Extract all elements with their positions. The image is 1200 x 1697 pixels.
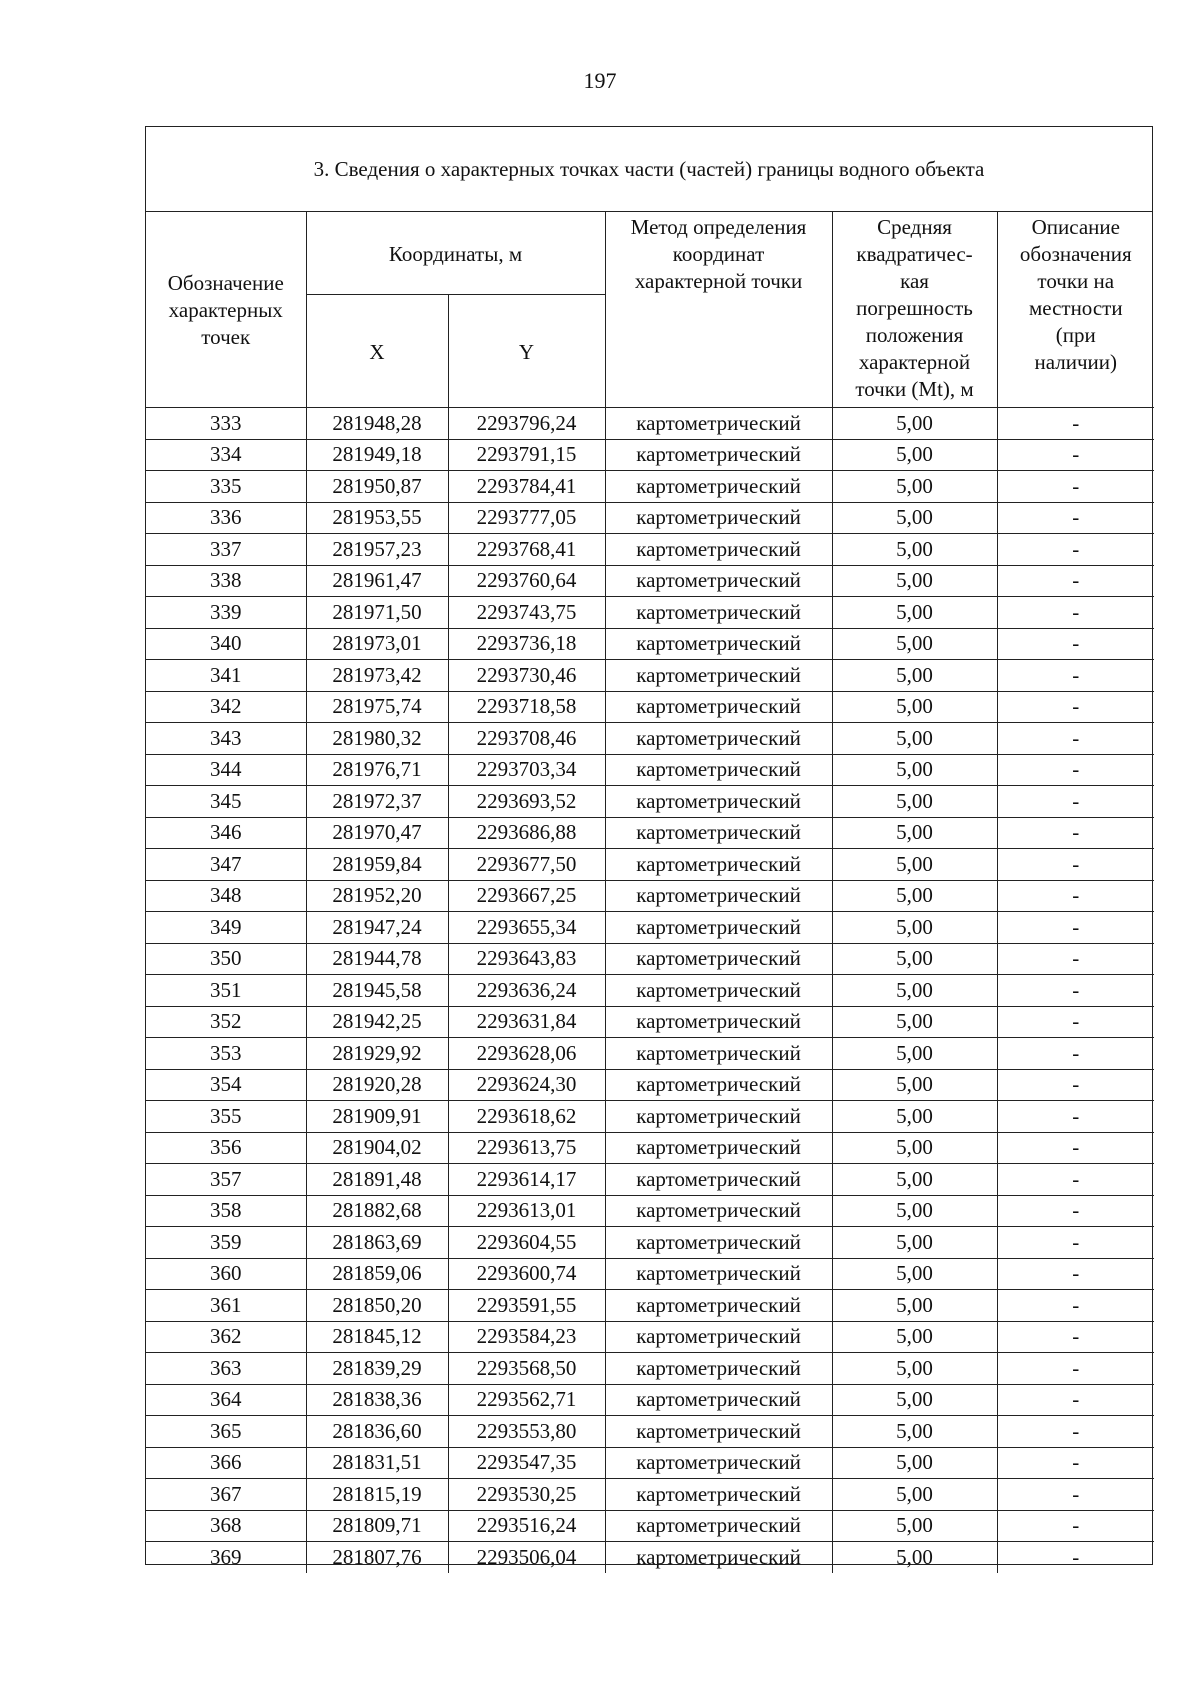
table-row (146, 597, 1154, 629)
points-section (145, 126, 1153, 1569)
y-coordinate-cell: 2293516,24 (448, 1510, 605, 1542)
table-row (146, 1132, 1154, 1164)
description-cell: - (997, 660, 1154, 692)
table-row (146, 1416, 1154, 1448)
y-coordinate-cell: 2293708,46 (448, 723, 605, 755)
table-row (146, 1479, 1154, 1511)
x-coordinate-cell: 281976,71 (306, 754, 448, 786)
description-cell: - (997, 975, 1154, 1007)
description-cell: - (997, 1069, 1154, 1101)
error-cell: 5,00 (832, 1132, 997, 1164)
x-coordinate-cell: 281949,18 (306, 439, 448, 471)
method-cell: картометрический (605, 1353, 832, 1385)
table-row (146, 1353, 1154, 1385)
table-row (146, 565, 1154, 597)
table-row (146, 1258, 1154, 1290)
x-coordinate-cell: 281809,71 (306, 1510, 448, 1542)
method-cell: картометрический (605, 1321, 832, 1353)
y-coordinate-cell: 2293624,30 (448, 1069, 605, 1101)
x-coordinate-cell: 281948,28 (306, 408, 448, 440)
method-cell: картометрический (605, 1416, 832, 1448)
y-coordinate-cell: 2293693,52 (448, 786, 605, 818)
method-cell: картометрический (605, 1258, 832, 1290)
y-coordinate-cell: 2293631,84 (448, 1006, 605, 1038)
method-cell: картометрический (605, 1479, 832, 1511)
error-cell: 5,00 (832, 723, 997, 755)
x-coordinate-cell: 281863,69 (306, 1227, 448, 1259)
method-cell: картометрический (605, 1290, 832, 1322)
table-row (146, 408, 1154, 440)
error-cell: 5,00 (832, 502, 997, 534)
point-id-cell: 366 (146, 1447, 306, 1479)
x-coordinate-cell: 281971,50 (306, 597, 448, 629)
table-row (146, 534, 1154, 566)
x-coordinate-cell: 281950,87 (306, 471, 448, 503)
description-cell: - (997, 943, 1154, 975)
y-coordinate-cell: 2293553,80 (448, 1416, 605, 1448)
error-cell: 5,00 (832, 1069, 997, 1101)
x-coordinate-cell: 281838,36 (306, 1384, 448, 1416)
error-cell: 5,00 (832, 1101, 997, 1133)
table-row (146, 1164, 1154, 1196)
x-coordinate-cell: 281973,01 (306, 628, 448, 660)
point-id-cell: 335 (146, 471, 306, 503)
y-coordinate-cell: 2293506,04 (448, 1542, 605, 1573)
error-cell: 5,00 (832, 439, 997, 471)
point-id-cell: 369 (146, 1542, 306, 1573)
table-row (146, 723, 1154, 755)
description-cell: - (997, 1132, 1154, 1164)
x-coordinate-cell: 281972,37 (306, 786, 448, 818)
description-cell: - (997, 408, 1154, 440)
error-cell: 5,00 (832, 1227, 997, 1259)
y-coordinate-cell: 2293718,58 (448, 691, 605, 723)
error-cell: 5,00 (832, 660, 997, 692)
section-title: 3. Сведения о характерных точках части (частей) границы водного объекта (146, 127, 1152, 212)
method-cell: картометрический (605, 565, 832, 597)
method-cell: картометрический (605, 597, 832, 629)
x-coordinate-cell: 281957,23 (306, 534, 448, 566)
y-coordinate-cell: 2293568,50 (448, 1353, 605, 1385)
method-cell: картометрический (605, 1038, 832, 1070)
point-id-cell: 336 (146, 502, 306, 534)
error-cell: 5,00 (832, 408, 997, 440)
error-cell: 5,00 (832, 849, 997, 881)
table-row (146, 1290, 1154, 1322)
y-coordinate-cell: 2293636,24 (448, 975, 605, 1007)
description-cell: - (997, 1227, 1154, 1259)
error-cell: 5,00 (832, 534, 997, 566)
error-cell: 5,00 (832, 975, 997, 1007)
error-cell: 5,00 (832, 943, 997, 975)
description-cell: - (997, 628, 1154, 660)
point-id-cell: 339 (146, 597, 306, 629)
method-cell: картометрический (605, 628, 832, 660)
point-id-cell: 342 (146, 691, 306, 723)
point-id-cell: 340 (146, 628, 306, 660)
table-row (146, 1006, 1154, 1038)
table-row (146, 471, 1154, 503)
point-id-cell: 334 (146, 439, 306, 471)
table-row (146, 912, 1154, 944)
error-cell: 5,00 (832, 817, 997, 849)
method-cell: картометрический (605, 1132, 832, 1164)
point-id-cell: 355 (146, 1101, 306, 1133)
description-cell: - (997, 1542, 1154, 1573)
table-row (146, 849, 1154, 881)
method-cell: картометрический (605, 471, 832, 503)
description-cell: - (997, 597, 1154, 629)
point-id-cell: 362 (146, 1321, 306, 1353)
error-cell: 5,00 (832, 565, 997, 597)
method-cell: картометрический (605, 754, 832, 786)
point-id-cell: 358 (146, 1195, 306, 1227)
error-cell: 5,00 (832, 628, 997, 660)
y-coordinate-cell: 2293591,55 (448, 1290, 605, 1322)
point-id-cell: 357 (146, 1164, 306, 1196)
point-id-cell: 368 (146, 1510, 306, 1542)
point-id-cell: 361 (146, 1290, 306, 1322)
x-coordinate-cell: 281909,91 (306, 1101, 448, 1133)
method-cell: картометрический (605, 1227, 832, 1259)
point-id-cell: 347 (146, 849, 306, 881)
point-id-cell: 348 (146, 880, 306, 912)
point-id-cell: 354 (146, 1069, 306, 1101)
method-cell: картометрический (605, 691, 832, 723)
method-cell: картометрический (605, 1069, 832, 1101)
y-coordinate-cell: 2293600,74 (448, 1258, 605, 1290)
x-coordinate-cell: 281859,06 (306, 1258, 448, 1290)
x-coordinate-cell: 281947,24 (306, 912, 448, 944)
point-id-cell: 350 (146, 943, 306, 975)
table-row (146, 1384, 1154, 1416)
x-coordinate-cell: 281980,32 (306, 723, 448, 755)
error-cell: 5,00 (832, 1164, 997, 1196)
method-cell: картометрический (605, 912, 832, 944)
point-id-cell: 363 (146, 1353, 306, 1385)
error-cell: 5,00 (832, 912, 997, 944)
table-row (146, 1510, 1154, 1542)
y-coordinate-cell: 2293777,05 (448, 502, 605, 534)
error-cell: 5,00 (832, 1447, 997, 1479)
y-coordinate-cell: 2293614,17 (448, 1164, 605, 1196)
description-cell: - (997, 1510, 1154, 1542)
header-coordinates: Координаты, м (306, 212, 605, 295)
method-cell: картометрический (605, 1006, 832, 1038)
table-row (146, 880, 1154, 912)
method-cell: картометрический (605, 660, 832, 692)
y-coordinate-cell: 2293730,46 (448, 660, 605, 692)
x-coordinate-cell: 281944,78 (306, 943, 448, 975)
description-cell: - (997, 723, 1154, 755)
description-cell: - (997, 880, 1154, 912)
point-id-cell: 364 (146, 1384, 306, 1416)
error-cell: 5,00 (832, 1006, 997, 1038)
description-cell: - (997, 1321, 1154, 1353)
description-cell: - (997, 1101, 1154, 1133)
table-row (146, 1227, 1154, 1259)
y-coordinate-cell: 2293547,35 (448, 1447, 605, 1479)
description-cell: - (997, 1258, 1154, 1290)
description-cell: - (997, 1416, 1154, 1448)
y-coordinate-cell: 2293618,62 (448, 1101, 605, 1133)
x-coordinate-cell: 281807,76 (306, 1542, 448, 1573)
header-y: Y (448, 295, 605, 408)
method-cell: картометрический (605, 817, 832, 849)
x-coordinate-cell: 281975,74 (306, 691, 448, 723)
y-coordinate-cell: 2293760,64 (448, 565, 605, 597)
description-cell: - (997, 1006, 1154, 1038)
description-cell: - (997, 502, 1154, 534)
method-cell: картометрический (605, 943, 832, 975)
x-coordinate-cell: 281845,12 (306, 1321, 448, 1353)
x-coordinate-cell: 281891,48 (306, 1164, 448, 1196)
point-id-cell: 356 (146, 1132, 306, 1164)
y-coordinate-cell: 2293530,25 (448, 1479, 605, 1511)
method-cell: картометрический (605, 1101, 832, 1133)
method-cell: картометрический (605, 1384, 832, 1416)
method-cell: картометрический (605, 408, 832, 440)
y-coordinate-cell: 2293796,24 (448, 408, 605, 440)
y-coordinate-cell: 2293604,55 (448, 1227, 605, 1259)
x-coordinate-cell: 281882,68 (306, 1195, 448, 1227)
y-coordinate-cell: 2293784,41 (448, 471, 605, 503)
x-coordinate-cell: 281839,29 (306, 1353, 448, 1385)
error-cell: 5,00 (832, 1510, 997, 1542)
table-row (146, 1101, 1154, 1133)
method-cell: картометрический (605, 786, 832, 818)
table-row (146, 1321, 1154, 1353)
header-description: Описание обозначения точки на местности (при наличии) (997, 212, 1154, 408)
point-id-cell: 343 (146, 723, 306, 755)
description-cell: - (997, 471, 1154, 503)
table-row (146, 660, 1154, 692)
point-id-cell: 349 (146, 912, 306, 944)
point-id-cell: 346 (146, 817, 306, 849)
method-cell: картометрический (605, 1164, 832, 1196)
error-cell: 5,00 (832, 1353, 997, 1385)
table-row (146, 1542, 1154, 1573)
error-cell: 5,00 (832, 1195, 997, 1227)
x-coordinate-cell: 281904,02 (306, 1132, 448, 1164)
description-cell: - (997, 565, 1154, 597)
x-coordinate-cell: 281836,60 (306, 1416, 448, 1448)
description-cell: - (997, 1479, 1154, 1511)
x-coordinate-cell: 281920,28 (306, 1069, 448, 1101)
method-cell: картометрический (605, 1510, 832, 1542)
page-number: 197 (583, 68, 617, 93)
description-cell: - (997, 817, 1154, 849)
error-cell: 5,00 (832, 880, 997, 912)
y-coordinate-cell: 2293655,34 (448, 912, 605, 944)
error-cell: 5,00 (832, 597, 997, 629)
description-cell: - (997, 1447, 1154, 1479)
table-row (146, 1447, 1154, 1479)
header-method: Метод определения координат характерной точки (605, 212, 832, 408)
error-cell: 5,00 (832, 754, 997, 786)
point-id-cell: 333 (146, 408, 306, 440)
description-cell: - (997, 754, 1154, 786)
point-id-cell: 341 (146, 660, 306, 692)
x-coordinate-cell: 281831,51 (306, 1447, 448, 1479)
x-coordinate-cell: 281815,19 (306, 1479, 448, 1511)
error-cell: 5,00 (832, 1479, 997, 1511)
x-coordinate-cell: 281961,47 (306, 565, 448, 597)
point-id-cell: 345 (146, 786, 306, 818)
error-cell: 5,00 (832, 471, 997, 503)
description-cell: - (997, 1290, 1154, 1322)
x-coordinate-cell: 281959,84 (306, 849, 448, 881)
x-coordinate-cell: 281952,20 (306, 880, 448, 912)
description-cell: - (997, 1384, 1154, 1416)
error-cell: 5,00 (832, 1258, 997, 1290)
table-row (146, 439, 1154, 471)
point-id-cell: 359 (146, 1227, 306, 1259)
error-cell: 5,00 (832, 1038, 997, 1070)
x-coordinate-cell: 281929,92 (306, 1038, 448, 1070)
y-coordinate-cell: 2293628,06 (448, 1038, 605, 1070)
y-coordinate-cell: 2293562,71 (448, 1384, 605, 1416)
point-id-cell: 337 (146, 534, 306, 566)
method-cell: картометрический (605, 502, 832, 534)
description-cell: - (997, 849, 1154, 881)
description-cell: - (997, 534, 1154, 566)
x-coordinate-cell: 281973,42 (306, 660, 448, 692)
description-cell: - (997, 912, 1154, 944)
description-cell: - (997, 439, 1154, 471)
method-cell: картометрический (605, 1195, 832, 1227)
description-cell: - (997, 1164, 1154, 1196)
y-coordinate-cell: 2293643,83 (448, 943, 605, 975)
table-header (146, 212, 1154, 408)
table-row (146, 943, 1154, 975)
error-cell: 5,00 (832, 786, 997, 818)
point-id-cell: 351 (146, 975, 306, 1007)
table-row (146, 817, 1154, 849)
error-cell: 5,00 (832, 1542, 997, 1573)
x-coordinate-cell: 281945,58 (306, 975, 448, 1007)
description-cell: - (997, 1195, 1154, 1227)
y-coordinate-cell: 2293703,34 (448, 754, 605, 786)
y-coordinate-cell: 2293584,23 (448, 1321, 605, 1353)
y-coordinate-cell: 2293736,18 (448, 628, 605, 660)
method-cell: картометрический (605, 849, 832, 881)
method-cell: картометрический (605, 723, 832, 755)
description-cell: - (997, 1353, 1154, 1385)
point-id-cell: 367 (146, 1479, 306, 1511)
method-cell: картометрический (605, 1447, 832, 1479)
x-coordinate-cell: 281850,20 (306, 1290, 448, 1322)
y-coordinate-cell: 2293613,01 (448, 1195, 605, 1227)
y-coordinate-cell: 2293743,75 (448, 597, 605, 629)
y-coordinate-cell: 2293667,25 (448, 880, 605, 912)
method-cell: картометрический (605, 880, 832, 912)
table-row (146, 1038, 1154, 1070)
x-coordinate-cell: 281953,55 (306, 502, 448, 534)
header-x: X (306, 295, 448, 408)
description-cell: - (997, 691, 1154, 723)
error-cell: 5,00 (832, 1384, 997, 1416)
y-coordinate-cell: 2293686,88 (448, 817, 605, 849)
table-row (146, 628, 1154, 660)
error-cell: 5,00 (832, 1416, 997, 1448)
y-coordinate-cell: 2293613,75 (448, 1132, 605, 1164)
method-cell: картометрический (605, 975, 832, 1007)
header-error: Средняя квадратичес- кая погрешность положения характерной точки (Mt), м (832, 212, 997, 408)
error-cell: 5,00 (832, 1290, 997, 1322)
y-coordinate-cell: 2293768,41 (448, 534, 605, 566)
point-id-cell: 338 (146, 565, 306, 597)
table-row (146, 1069, 1154, 1101)
table-row (146, 1195, 1154, 1227)
point-id-cell: 352 (146, 1006, 306, 1038)
table-row (146, 502, 1154, 534)
point-id-cell: 344 (146, 754, 306, 786)
point-id-cell: 360 (146, 1258, 306, 1290)
description-cell: - (997, 1038, 1154, 1070)
point-id-cell: 365 (146, 1416, 306, 1448)
y-coordinate-cell: 2293677,50 (448, 849, 605, 881)
table-row (146, 691, 1154, 723)
method-cell: картометрический (605, 439, 832, 471)
table-row (146, 975, 1154, 1007)
point-id-cell: 353 (146, 1038, 306, 1070)
table-row (146, 754, 1154, 786)
description-cell: - (997, 786, 1154, 818)
table-row (146, 786, 1154, 818)
y-coordinate-cell: 2293791,15 (448, 439, 605, 471)
method-cell: картометрический (605, 1542, 832, 1573)
table-body (146, 408, 1154, 1573)
x-coordinate-cell: 281942,25 (306, 1006, 448, 1038)
x-coordinate-cell: 281970,47 (306, 817, 448, 849)
error-cell: 5,00 (832, 1321, 997, 1353)
method-cell: картометрический (605, 534, 832, 566)
boundary-points-table (146, 212, 1154, 1573)
header-designation: Обозначение характерных точек (146, 212, 306, 408)
error-cell: 5,00 (832, 691, 997, 723)
